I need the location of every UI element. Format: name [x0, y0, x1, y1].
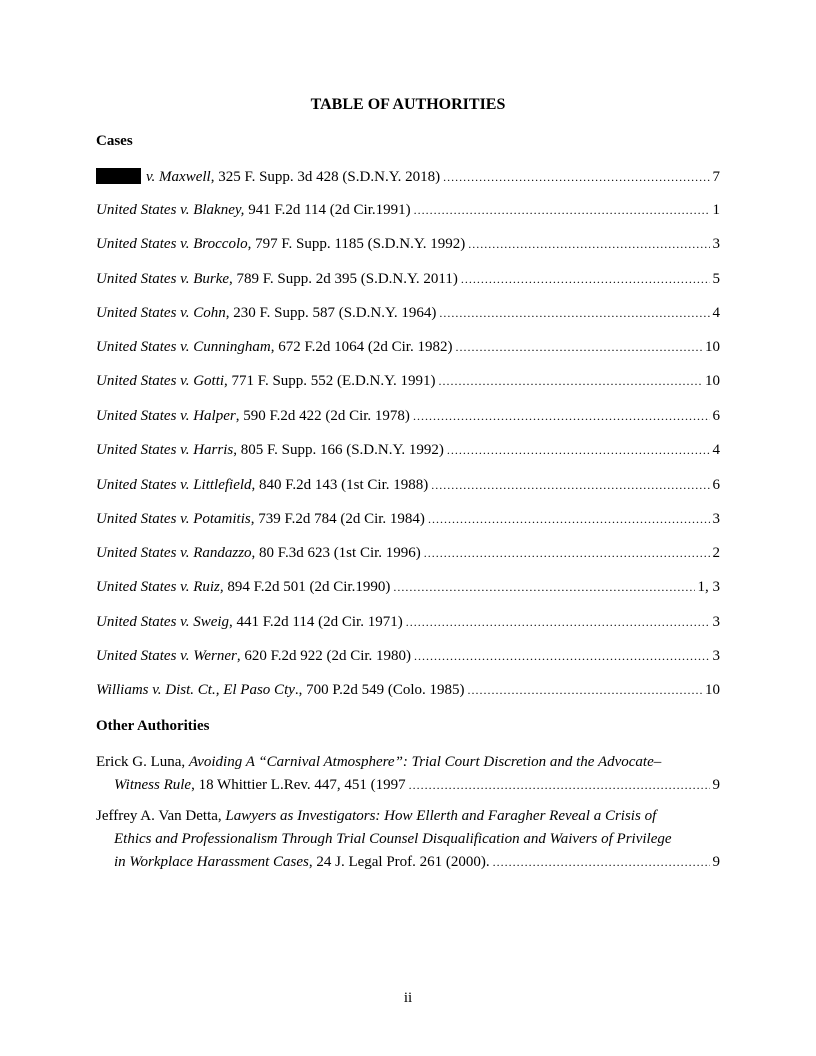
other-authorities-heading: Other Authorities [96, 718, 210, 734]
case-citation [96, 545, 421, 562]
case-cite: , 590 F.2d 422 (2d Cir. 1978) [235, 408, 410, 424]
case-cite: , 230 F. Supp. 587 (S.D.N.Y. 1964) [225, 305, 437, 321]
page-number: ii [403, 990, 413, 1006]
authority-title: Lawyers as Investigators: How Ellerth and Faragher Reveal a Crisis of [225, 808, 657, 824]
case-cite: , 739 F.2d 784 (2d Cir. 1984) [250, 511, 425, 527]
case-name: United States v. Littlefield [96, 477, 252, 493]
case-entry [96, 373, 720, 393]
case-name: United States v. Ruiz, [96, 579, 224, 595]
dot-leader [461, 272, 710, 287]
case-entry [96, 579, 720, 599]
page-reference: 10 [705, 373, 720, 389]
case-entry [96, 545, 720, 565]
authority-line [96, 751, 720, 774]
page-reference: 5 [712, 271, 720, 287]
authority-entry-luna [96, 751, 720, 797]
case-citation [96, 477, 428, 494]
dot-leader [413, 409, 710, 424]
dot-leader [439, 374, 703, 389]
authority-title: Avoiding A “Carnival Atmosphere”: Trial Court Discretion and the Advocate– [188, 754, 662, 770]
page-reference: 9 [712, 854, 720, 870]
authority-title: Witness Rule [114, 777, 192, 793]
case-cite: , 771 F. Supp. 552 (E.D.N.Y. 1991) [224, 373, 436, 389]
case-cite: , 805 F. Supp. 166 (S.D.N.Y. 1992) [233, 442, 444, 458]
authority-author: Jeffrey A. Van Detta, [96, 808, 226, 824]
page-reference: 2 [712, 545, 720, 561]
case-name: United States v. Halper [96, 408, 236, 424]
case-citation [96, 236, 465, 253]
case-entry [96, 339, 720, 359]
dot-leader [414, 649, 709, 664]
authority-citation [114, 774, 406, 797]
dot-leader [455, 340, 702, 355]
case-cite: , 441 F.2d 114 (2d Cir. 1971) [229, 614, 403, 630]
case-name: United States v. Blakney, [96, 202, 245, 218]
dot-leader [428, 512, 710, 527]
case-cite: 941 F.2d 114 (2d Cir.1991) [244, 202, 411, 218]
case-cite: , 797 F. Supp. 1185 (S.D.N.Y. 1992) [247, 236, 466, 252]
case-entry [96, 648, 720, 668]
case-cite: , 789 F. Supp. 2d 395 (S.D.N.Y. 2011) [229, 271, 458, 287]
page-reference: 3 [712, 648, 720, 664]
authority-line [96, 805, 720, 828]
dot-leader [409, 774, 710, 797]
cases-heading: Cases [96, 133, 133, 149]
authority-entry-van-detta [96, 805, 720, 874]
case-citation [96, 202, 411, 219]
authority-title: in Workplace Harassment Cases [114, 854, 309, 870]
case-cite: , 672 F.2d 1064 (2d Cir. 1982) [270, 339, 453, 355]
page-reference: 9 [712, 777, 720, 793]
page-reference: 1 [712, 202, 720, 218]
page-reference: 6 [712, 408, 720, 424]
case-citation [96, 305, 436, 322]
authority-cite: , 18 Whittier L.Rev. 447, 451 (1997 [191, 777, 406, 793]
dot-leader [414, 203, 710, 218]
page-reference: 3 [712, 614, 720, 630]
case-cite: , 620 F.2d 922 (2d Cir. 1980) [236, 648, 412, 664]
case-citation [96, 168, 440, 186]
dot-leader [468, 237, 709, 252]
case-citation [96, 511, 425, 528]
dot-leader [439, 306, 709, 321]
case-name: United States v. Broccolo [96, 236, 248, 252]
dot-leader [431, 478, 709, 493]
case-name: United States v. Gotti [96, 373, 225, 389]
case-name: United States v. Sweig [96, 614, 230, 630]
case-entry [96, 271, 720, 291]
case-citation [96, 614, 403, 631]
case-citation [96, 442, 444, 459]
case-entry [96, 442, 720, 462]
case-citation [96, 271, 458, 288]
case-entry [96, 168, 720, 188]
authority-line [96, 828, 720, 851]
page-reference: 10 [705, 682, 720, 698]
authority-author: Erick G. Luna, [96, 754, 189, 770]
authority-title: Ethics and Professionalism Through Trial Counsel Disqualification and Waivers of Privilege [114, 831, 672, 847]
page-reference: 3 [712, 511, 720, 527]
case-cite: ., 700 P.2d 549 (Colo. 1985) [294, 682, 465, 698]
authority-citation [114, 851, 490, 874]
redaction-block [96, 168, 141, 184]
dot-leader [493, 851, 710, 874]
case-name: Williams v. Dist. Ct., El Paso Cty [96, 682, 295, 698]
dot-leader [393, 580, 694, 595]
case-citation [96, 373, 436, 390]
case-entry [96, 614, 720, 634]
case-entry [96, 305, 720, 325]
case-citation [96, 648, 411, 665]
case-entry [96, 682, 720, 702]
case-citation [96, 579, 390, 596]
dot-leader [443, 170, 709, 185]
case-entry [96, 511, 720, 531]
dot-leader [406, 615, 710, 630]
case-entry [96, 236, 720, 256]
case-name: United States v. Cunningham [96, 339, 271, 355]
case-citation [96, 339, 452, 356]
page-reference: 4 [712, 442, 720, 458]
case-name: United States v. Harris [96, 442, 234, 458]
case-cite: , 80 F.3d 623 (1st Cir. 1996) [251, 545, 421, 561]
authority-line [96, 851, 720, 874]
dot-leader [424, 546, 710, 561]
case-entry [96, 202, 720, 222]
case-cite: 894 F.2d 501 (2d Cir.1990) [223, 579, 391, 595]
page-reference: 4 [712, 305, 720, 321]
page-reference: 3 [712, 236, 720, 252]
page-reference: 7 [712, 169, 720, 185]
document-title: TABLE OF AUTHORITIES [310, 96, 506, 113]
case-cite: , 325 F. Supp. 3d 428 (S.D.N.Y. 2018) [210, 169, 441, 185]
page-reference: 1, 3 [697, 579, 720, 595]
case-entry [96, 477, 720, 497]
dot-leader [447, 443, 710, 458]
case-name: United States v. Potamitis [96, 511, 251, 527]
case-name: United States v. Werner [96, 648, 237, 664]
case-name: United States v. Randazzo [96, 545, 252, 561]
dot-leader [467, 683, 702, 698]
case-name: v. Maxwell [146, 169, 211, 185]
authority-line [96, 774, 720, 797]
authority-cite: , 24 J. Legal Prof. 261 (2000). [308, 854, 490, 870]
case-citation [96, 408, 410, 425]
page-reference: 6 [712, 477, 720, 493]
page-reference: 10 [705, 339, 720, 355]
case-cite: , 840 F.2d 143 (1st Cir. 1988) [251, 477, 429, 493]
case-name: United States v. Burke [96, 271, 230, 287]
case-name: United States v. Cohn [96, 305, 226, 321]
case-citation [96, 682, 464, 699]
case-entry [96, 408, 720, 428]
